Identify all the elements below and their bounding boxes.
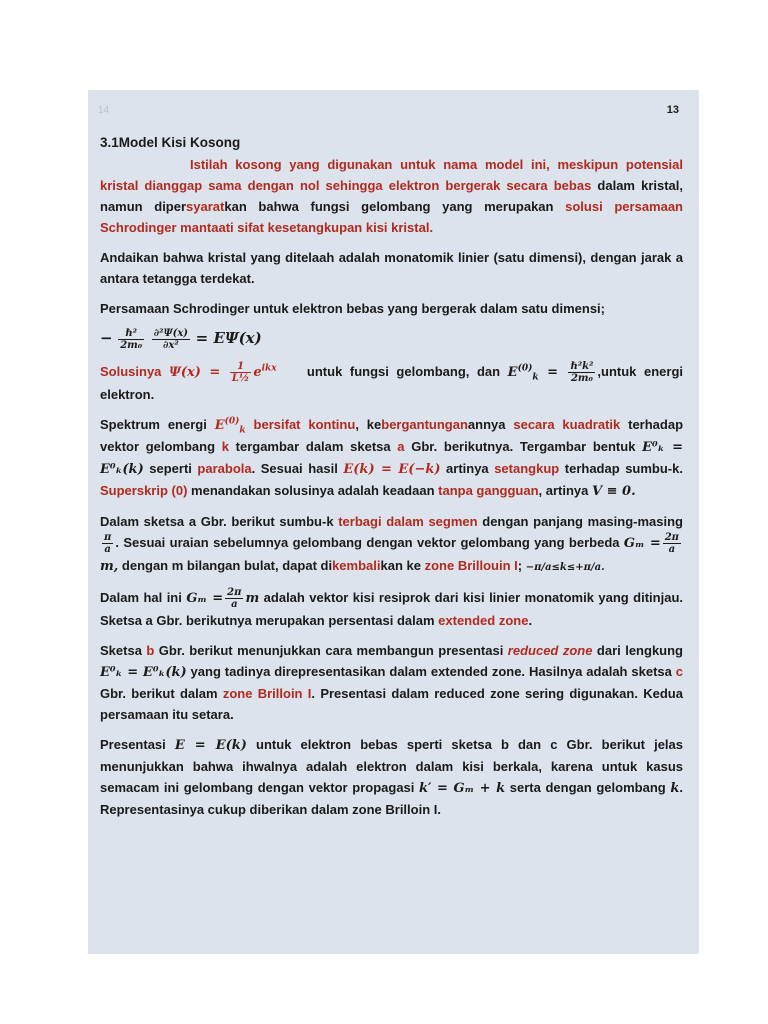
intro-text: namun diper xyxy=(100,199,187,214)
energy-fraction: $\frac{\text{ℏ²k²}}{\text{2m₀}}$ xyxy=(570,361,594,385)
paragraph-schrodinger: Persamaan Schrodinger untuk elektron bebas yang bergerak dalam satu dimensi; xyxy=(100,301,605,316)
math-inline: k′ = Gₘ + k xyxy=(419,781,506,797)
document-page xyxy=(88,90,699,954)
math-inline: E⁰ₖ = E⁰ₖ(k) xyxy=(100,440,684,478)
text: dengan panjang masing-masing xyxy=(477,514,683,530)
text: untuk elektron bebas sperti sketsa b dan c Gbr. berikut jelas menunjukkan bahwa ihwalnya adalah elektron dalam kisi berkala, karena untuk kasus semacam ini gelombang dengan vektor propagasi xyxy=(100,737,684,796)
energy-sub: k xyxy=(532,372,539,383)
solution-label: Solusinya xyxy=(100,364,169,380)
text: terhadap vektor gelombang xyxy=(100,417,684,455)
intro-text: dalam kristal, xyxy=(591,178,684,193)
reciprocal-fraction: $\frac{2\pi}{a}$ xyxy=(664,532,679,556)
text: serta dengan gelombang xyxy=(505,780,671,796)
text: tergambar dalam sketsa xyxy=(228,439,398,455)
text: Spektrum energi xyxy=(100,417,215,433)
text: . xyxy=(528,613,533,629)
text-red: Superskrip (0) xyxy=(100,483,188,499)
text-red: tanpa gangguan xyxy=(438,483,539,499)
math-inline-red: E(k) = E(−k) xyxy=(343,462,441,478)
text-red: a xyxy=(397,439,405,455)
paragraph-presentation xyxy=(100,734,683,820)
solution-fraction: $\frac{1}{\text{L½}}$ xyxy=(231,361,250,385)
eq-minus: − xyxy=(100,329,113,347)
text-red: zone Brillouin I xyxy=(424,558,518,574)
energy-sup: (0) xyxy=(224,416,240,427)
text: . Sesuai uraian sebelumnya gelombang dengan vektor gelombang yang berbeda xyxy=(115,535,624,551)
section-heading: 3.1Model Kisi Kosong xyxy=(100,135,241,150)
intro-text-red: syarat xyxy=(186,199,225,214)
text: artinya xyxy=(440,461,495,477)
text: dari lengkung xyxy=(592,643,683,659)
text-red: parabola xyxy=(197,461,252,477)
math-inline: E = E(k) xyxy=(174,738,247,754)
text: Dalam sketsa a Gbr. berikut sumbu-k xyxy=(100,514,339,530)
text-red: b xyxy=(146,643,155,659)
text-red: k xyxy=(221,439,229,455)
text-red: bergantungan xyxy=(381,417,468,433)
paragraph-reciprocal xyxy=(100,587,683,631)
text: . Presentasi dalam reduced zone sering digunakan. Kedua persamaan itu setara. xyxy=(100,686,683,723)
intro-text: kan bahwa fungsi gelombang yang merupakan xyxy=(224,199,566,214)
solution-exp: e xyxy=(253,365,262,381)
text: Gbr. berikut dalam xyxy=(100,686,223,702)
text-red: zone Brilloin I xyxy=(222,686,312,702)
paragraph-spectrum xyxy=(100,414,683,502)
text-red: secara kuadratik xyxy=(513,417,621,433)
math-inline: m xyxy=(245,591,260,607)
text: adalah vektor kisi resiprok dari kisi linier monatomik yang ditinjau. Sketsa a Gbr. berikutnya merupakan persentasi dalam xyxy=(100,590,683,629)
page-number: 13 xyxy=(666,104,679,116)
text: menandakan solusinya adalah keadaan xyxy=(187,483,439,499)
text: Sketsa xyxy=(100,643,147,659)
intro-text-red: solusi persamaan Schrodinger mantaati sifat kesetangkupan kisi kristal. xyxy=(100,199,684,235)
eq-rhs: = EΨ(x) xyxy=(195,329,262,347)
text: seperti xyxy=(143,461,198,477)
math-inline: V ≡ 0. xyxy=(592,484,636,500)
body-content xyxy=(100,154,683,829)
math-inline: Gₘ = xyxy=(186,591,224,607)
faint-page-number: 14 xyxy=(98,105,110,116)
energy-symbol: E xyxy=(507,365,518,381)
solution-tail: ,untuk energi elektron. xyxy=(100,364,683,403)
math-inline: Gₘ = xyxy=(623,536,661,552)
text: . Representasinya cukup diberikan dalam zone Brilloin I. xyxy=(100,780,683,818)
text-red: setangkup xyxy=(494,461,560,477)
eq-fraction-derivative: $\frac{\text{∂²Ψ(x)}}{\text{∂x²}}$ xyxy=(153,328,189,352)
paragraph-segments xyxy=(100,511,683,578)
text: Gbr. berikut menunjukkan cara membangun presentasi xyxy=(154,643,508,659)
energy-symbol: E xyxy=(214,418,225,434)
text: dengan m bilangan bulat, dapat di xyxy=(118,558,333,574)
solution-psi: Ψ(x) = xyxy=(168,365,221,381)
energy-sup: (0) xyxy=(517,363,533,374)
reciprocal-fraction: $\frac{2\pi}{a}$ xyxy=(227,587,242,611)
paragraph-solution xyxy=(100,361,683,405)
intro-text-red: Istilah kosong yang digunakan untuk nama model ini, meskipun potensial kristal dianggap sama dengan nol sehingga elektron bergerak secara bebas xyxy=(100,157,683,193)
text: . Sesuai hasil xyxy=(251,461,344,477)
math-inline: k xyxy=(670,781,680,797)
energy-sub: k xyxy=(239,425,246,436)
text: terhadap sumbu-k. xyxy=(559,461,683,477)
text: kan ke xyxy=(380,558,425,574)
text-red: bersifat kontinu xyxy=(245,417,356,433)
text: Gbr. berikutnya. Tergambar bentuk xyxy=(404,439,643,455)
math-inline: E⁰ₖ = E⁰ₖ(k) xyxy=(100,665,187,681)
text-red: extended zone xyxy=(438,613,529,629)
text-red-italic: reduced zone xyxy=(507,643,593,659)
paragraph-intro xyxy=(100,154,683,238)
math-inline: m, xyxy=(100,559,119,575)
solution-exp-sup: ikx xyxy=(261,363,277,374)
energy-equals: = xyxy=(538,365,567,381)
text: annya xyxy=(467,417,514,433)
paragraph-reduced-zone xyxy=(100,640,683,725)
text: yang tadinya direpresentasikan dalam extended zone. Hasilnya adalah sketsa xyxy=(186,664,676,680)
paragraph-assumption: Andaikan bahwa kristal yang ditelaah adalah monatomik linier (satu dimensi), dengan jarak a antara tetangga terdekat. xyxy=(100,250,683,286)
solution-mid-text: untuk fungsi gelombang, dan xyxy=(306,364,508,380)
segment-fraction: $\frac{\pi}{a}$ xyxy=(104,532,112,556)
math-inline: −π/a≤k≤+π/a. xyxy=(525,562,605,574)
text: , ke xyxy=(355,417,382,433)
text-red: c xyxy=(675,664,684,680)
schrodinger-equation xyxy=(100,328,683,351)
eq-fraction-hbar: $\frac{\text{ℏ²}}{\text{2m₀}}$ xyxy=(120,328,143,352)
text-red: terbagi dalam segmen xyxy=(338,514,478,530)
text: ; xyxy=(517,558,526,574)
text-red: kembali xyxy=(332,558,381,574)
text: Presentasi xyxy=(100,737,175,753)
text: , artinya xyxy=(538,483,592,499)
text: Dalam hal ini xyxy=(100,590,187,606)
